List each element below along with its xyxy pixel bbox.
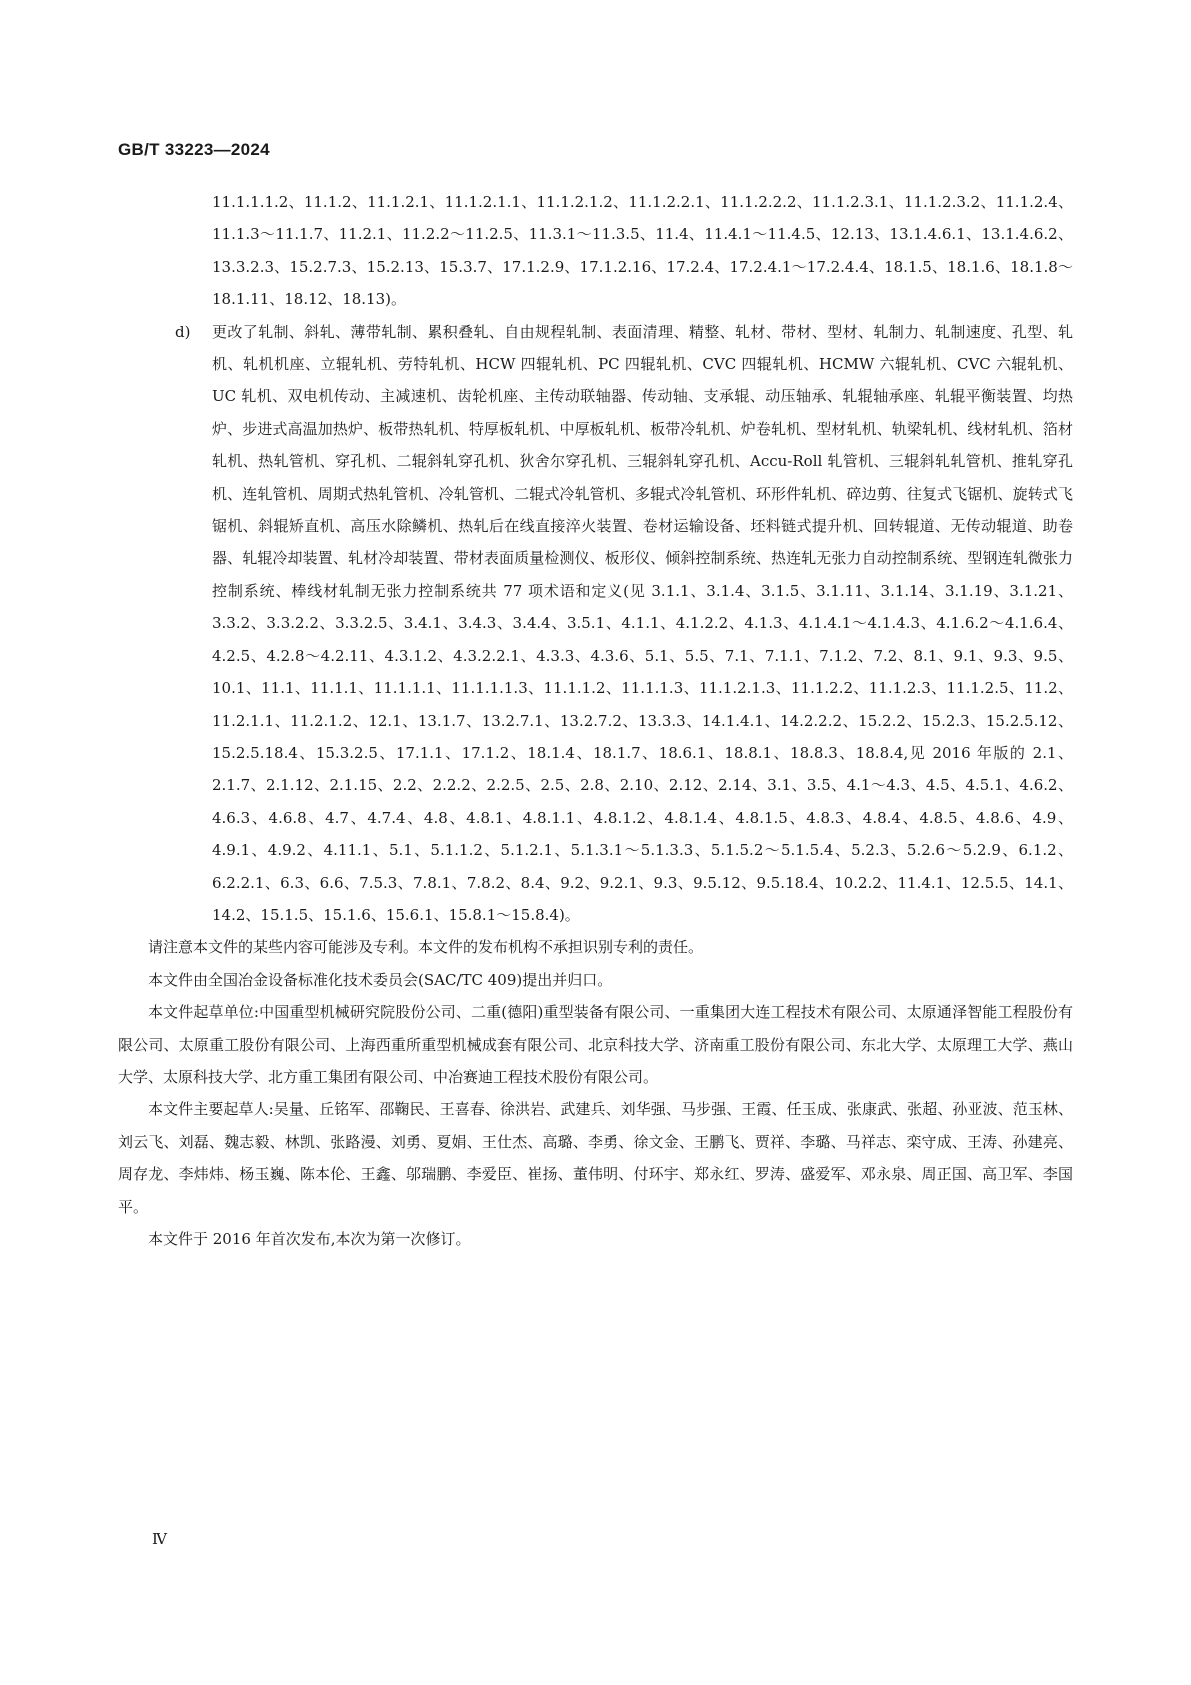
document-code: GB/T 33223—2024 xyxy=(118,140,270,159)
committee-statement: 本文件由全国冶金设备标准化技术委员会(SAC/TC 409)提出并归口。 xyxy=(148,970,613,989)
list-item-text: 更改了轧制、斜轧、薄带轧制、累积叠轧、自由规程轧制、表面清理、精整、轧材、带材、型材、轧制力、轧制速度、孔型、轧机、轧机机座、立辊轧机、劳特轧机、HCW 四辊轧机、PC 四辊轧机、CVC 四辊轧机、HCMW 六辊轧机、CVC 六辊轧机、UC 轧机、双电机传动、主减速机、齿轮机座、主传动联轴器、传动轴、支承辊、动压轴承、轧辊轴承座、轧辊平衡装置、均热炉、步进式高温加热炉、板带热轧机、特厚板轧机、中厚板轧机、板带冷轧机、炉卷轧机、型材轧机、轨梁轧机、线材轧机、箔材轧机、热轧管机、穿孔机、二辊斜轧穿孔机、狄舍尔穿孔机、三辊斜轧穿孔机、Accu-Roll 轧管机、三辊斜轧轧管机、推轧穿孔机、连轧管机、周期式热轧管机、冷轧管机、二辊式冷轧管机、多辊式冷轧管机、环形件轧机、碎边剪、往复式飞锯机、旋转式飞锯机、斜辊矫直机、高压水除鳞机、热轧后在线直接淬火装置、卷材运输设备、坯料链式提升机、回转辊道、无传动辊道、助卷器、轧辊冷却装置、轧材冷却装置、带材表面质量检测仪、板形仪、倾斜控制系统、热连轧无张力自动控制系统、型钢连轧微张力控制系统、棒线材轧制无张力控制系统共 77 项术语和定义(见 3.1.1、3.1.4、3.1.5、3.1.11、3.1.14、3.1.19、3.1.21、3.3.2、3.3.2.2、3.3.2.5、3.4.1、3.4.3、3.4.4、3.5.1、4.1.1、4.1.2.2、4.1.3、4.1.4.1～4.1.4.3、4.1.6.2～4.1.6.4、4.2.5、4.2.8～4.2.11、4.3.1.2、4.3.2.2.1、4.3.3、4.3.6、5.1、5.5、7.1、7.1.1、7.1.2、7.2、8.1、9.1、9.3、9.5、10.1、11.1、11.1.1、11.1.1.1、11.1.1.1.3、11.1.1.2、11.1.1.3、11.1.2.1.3、11.1.2.2、11.1.2.3、11.1.2.5、11.2、11.2.1.1、11.2.1.2、12.1、13.1.7、13.2.7.1、13.2.7.2、13.3.3、14.1.4.1、14.2.2.2、15.2.2、15.2.3、15.2.5.12、15.2.5.18.4、15.3.2.5、17.1.1、17.1.2、18.1.4、18.1.7、18.6.1、18.8.1、18.8.3、18.8.4,见 2016 年版的 2.1、2.1.7、2.1.12、2.1.15、2.2、2.2.2、2.2.5、2.5、2.8、2.10、2.12、2.14、3.1、3.5、4.1～4.3、4.5、4.5.1、4.6.2、4.6.3、4.6.8、4.7、4.7.4、4.8、4.8.1、4.8.1.1、4.8.1.2、4.8.1.4、4.8.1.5、4.8.3、4.8.4、4.8.5、4.8.6、4.9、4.9.1、4.9.2、4.11.1、5.1、5.1.1.2、5.1.2.1、5.1.3.1～5.1.3.3、5.1.5.2～5.1.5.4、5.2.3、5.2.6～5.2.9、6.1.2、6.2.2.1、6.3、6.6、7.5.3、7.8.1、7.8.2、8.4、9.2、9.2.1、9.3、9.5.12、9.5.18.4、10.2.2、11.4.1、12.5.5、14.1、14.2、15.1.5、15.1.6、15.6.1、15.8.1～15.8.4)。 xyxy=(212,322,1073,924)
principal-drafters: 本文件主要起草人:吴量、丘铭军、邵鞠民、王喜春、徐洪岩、武建兵、刘华强、马步强、王霞、任玉成、张康武、张超、孙亚波、范玉林、刘云飞、刘磊、魏志毅、林凯、张路漫、刘勇、夏娟、王仕杰、高璐、李勇、徐文金、王鹏飞、贾祥、李璐、马祥志、栾守成、王涛、孙建亮、周存龙、李炜炜、杨玉巍、陈本伦、王鑫、邬瑞鹏、李爱臣、崔扬、董伟明、付环宇、郑永红、罗涛、盛爱军、邓永泉、周正国、高卫军、李国平。 xyxy=(118,1100,1073,1216)
list-item-continuation xyxy=(118,186,1073,316)
patent-notice: 请注意本文件的某些内容可能涉及专利。本文件的发布机构不承担识别专利的责任。 xyxy=(148,938,704,957)
list-item-d xyxy=(118,316,1073,932)
page-number: Ⅳ xyxy=(152,1530,167,1548)
list-item-text: 11.1.1.1.2、11.1.2、11.1.2.1、11.1.2.1.1、11.1.2.1.2、11.1.2.2.1、11.1.2.2.2、11.1.2.3.1、11.1.2.3.2、11.1.2.4、11.1.3～11.1.7、11.2.1、11.2.2～11.2.5、11.3.1～11.3.5、11.4、11.4.1～11.4.5、12.13、13.1.4.6.1、13.1.4.6.2、13.3.2.3、15.2.7.3、15.2.13、15.3.7、17.1.2.9、17.1.2.16、17.2.4、17.2.4.1～17.2.4.4、18.1.5、18.1.6、18.1.8～18.1.11、18.12、18.13)。 xyxy=(212,193,1073,309)
revision-history: 本文件于 2016 年首次发布,本次为第一次修订。 xyxy=(148,1230,471,1248)
document-body xyxy=(118,186,1073,1255)
drafting-units: 本文件起草单位:中国重型机械研究院股份公司、二重(德阳)重型装备有限公司、一重集团大连工程技术有限公司、太原通泽智能工程股份有限公司、太原重工股份有限公司、上海西重所重型机械成套有限公司、北京科技大学、济南重工股份有限公司、东北大学、太原理工大学、燕山大学、太原科技大学、北方重工集团有限公司、中冶赛迪工程技术股份有限公司。 xyxy=(118,1003,1073,1086)
list-item-marker: d) xyxy=(175,322,191,341)
